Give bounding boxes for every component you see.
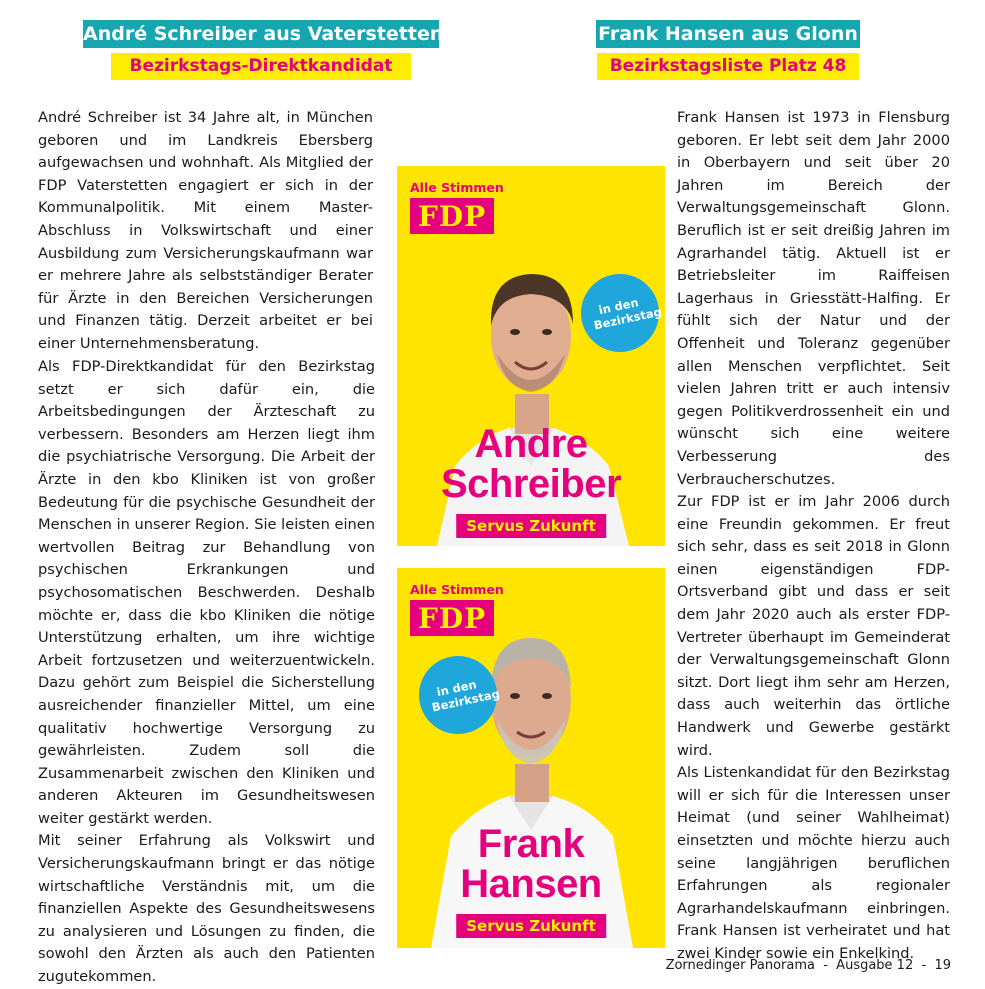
poster-hansen-badge-text: in den Bezirkstag bbox=[430, 677, 501, 715]
left-article-paragraph-3: Mit seiner Erfahrung als Volkswirt und Versicherungskaufmann bringt er das nötige wirtschaftliche Verständnis mit, um die finanziellen Aspekte des Gesundheitswesens zu analysieren und Lösungen zu finden, die sowohl den Ärzten als auch den Patienten zugutekommen. bbox=[38, 832, 375, 986]
right-article-paragraph-2: Zur FDP ist er im Jahr 2006 durch eine Freundin gekommen. Er freut sich sehr, dass es seit 2018 in Glonn einen eigenständigen FDP-Ortsverband gibt und dass er seit dem Jahr 2020 auch als erster FDP-Vertreter überhaupt im Gemeinderat der Verwaltungsgemeinschaft Glonn sitzt. Dort liegt ihm sehr am Herzen, dass auch weiterhin das örtliche Handwerk und Gewerbe gestärkt wird. bbox=[677, 493, 950, 759]
poster-hansen-first-name: Frank bbox=[477, 822, 585, 866]
poster-schreiber-first-name: Andre bbox=[474, 422, 588, 466]
poster-schreiber-badge-text: in den Bezirkstag bbox=[592, 295, 663, 333]
poster-schreiber-fdp-logo: FDP bbox=[410, 198, 494, 234]
left-article-intro: André Schreiber ist 34 Jahre alt, in München geboren und im Landkreis Ebersberg aufgewachsen und wohnhaft. Als Mitglied der FDP Vaterstetten engagiert er sich in der Kommunalpolitik. Mit einem Master-Abschluss in Volkswirtschaft und einer Ausbildung zum Versicherungskaufmann war er mehrere Jahre als selbstständiger Berater für Ärzte in den Bereichen Versicherungen und Finanzen tätig. Derzeit arbeitet er bei einer Unternehmensberatung. bbox=[38, 109, 373, 352]
poster-schreiber bbox=[397, 166, 665, 546]
left-candidate-name: André Schreiber aus Vaterstetten bbox=[83, 20, 439, 48]
left-article-paragraph-2: Als FDP-Direktkandidat für den Bezirkstag setzt er sich dafür ein, die Arbeitsbedingungen der Ärzteschaft zu verbessern. Besonders am Herzen liegt ihm die psychiatrische Versorgung. Die Arbeit der Ärzte in den kbo Kliniken ist von großer Bedeutung für die psychische Gesundheit der Menschen in unserer Region. Sie leisten einen wertvollen Beitrag zur Behandlung von psychischen Erkrankungen und psychosomatischen Beschwerden. Deshalb möchte er, dass die kbo Kliniken die nötige Unterstützung erhalten, um ihre wichtige Arbeit fortzusetzen und weiterzuentwickeln. Dazu gehört zum Beispiel die Sicherstellung ausreichender finanzieller Mittel, um eine qualitativ hochwertige Versorgung zu gewährleisten. Zudem soll die Zusammenarbeit zwischen den Kliniken und anderen Akteuren im Gesundheitswesen weiter gestärkt werden. bbox=[38, 358, 375, 827]
poster-schreiber-claim: Servus Zukunft bbox=[456, 514, 606, 538]
poster-hansen-claim: Servus Zukunft bbox=[456, 914, 606, 938]
right-candidate-name: Frank Hansen aus Glonn bbox=[596, 20, 860, 48]
poster-hansen bbox=[397, 568, 665, 948]
poster-hansen-fdp-logo: FDP bbox=[410, 600, 494, 636]
poster-hansen-slogan: Alle Stimmen bbox=[410, 582, 504, 597]
right-article-paragraph-1: Frank Hansen ist 1973 in Flensburg geboren. Er lebt seit dem Jahr 2000 in Oberbayern und seit über 20 Jahren im Bereich der Verwaltungsgemeinschaft Glonn. Beruflich ist er seit dreißig Jahren im Agrarhandel tätig. Aktuell ist er Betriebsleiter im Raiffeisen Lagerhaus in Griesstätt-Halfing. Er fühlt sich der Natur und der Offenheit und Toleranz gegenüber allen Menschen verpflichtet. Seit vielen Jahren tritt er auch intensiv gegen Politikverdrossenheit ein und wünscht sich eine weitere Verbesserung des Verbraucherschutzes. bbox=[677, 109, 950, 488]
page-footer: Zornedinger Panorama - Ausgabe 12 - 19 bbox=[665, 958, 951, 973]
poster-schreiber-slogan: Alle Stimmen bbox=[410, 180, 504, 195]
poster-hansen-last-name: Hansen bbox=[460, 862, 602, 906]
right-candidate-role: Bezirkstagsliste Platz 48 bbox=[597, 53, 859, 80]
poster-schreiber-last-name: Schreiber bbox=[440, 462, 622, 506]
left-article-column bbox=[38, 356, 375, 989]
right-article-paragraph-3: Als Listenkandidat für den Bezirkstag will er sich für die Interessen unser Heimat (und seiner Wahlheimat) einsetzten und möchte hierzu auch seine langjährigen beruflichen Erfahrungen als regionaler Agrarhandelskaufmann einbringen. Frank Hansen ist verheiratet und hat zwei Kinder sowie ein Enkelkind. bbox=[677, 764, 950, 962]
left-candidate-role: Bezirkstags-Direktkandidat bbox=[111, 53, 411, 80]
